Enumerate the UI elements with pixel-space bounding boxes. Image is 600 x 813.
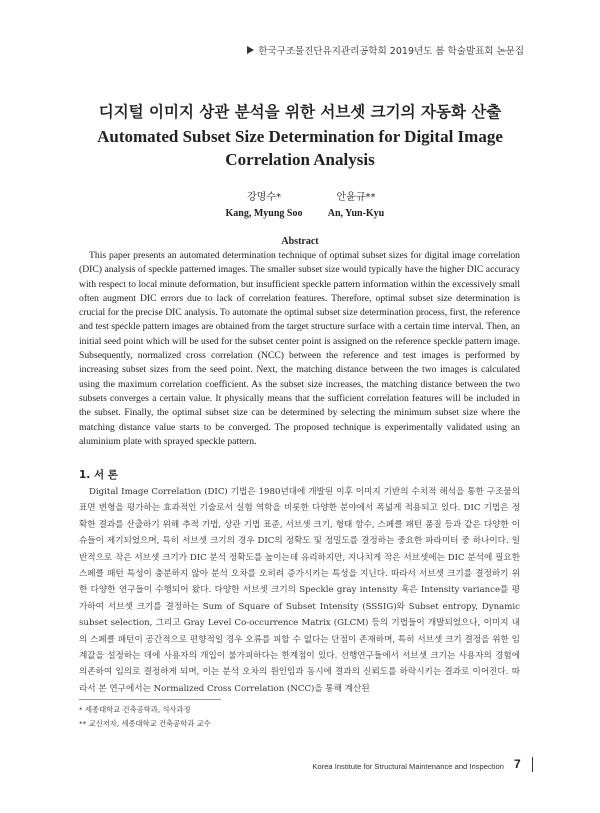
author-2 [314, 188, 398, 219]
running-head [247, 43, 524, 57]
title-english: Automated Subset Size Determination for Digital Image Correlation Analysis [97, 127, 503, 169]
introduction-body: Digital Image Correlation (DIC) 기법은 1980년대에 개발된 이후 이미지 기반의 수치적 해석을 통한 구조물의 표면 변형을 평가하는 효과적인 기술로서 실험 역학을 비롯한 다양한 분야에서 폭넓게 적용되고 있다. DIC 기법은 정확한 결과를 산출하기 위해 추적 기법, 상관 기법 표준, 서브셋 크기, 형태 함수, 스페클 패턴 품질 등과 같은 다양한 이슈들이 제기되었으며, 특히 서브셋 크기의 경우 DIC의 정확도 및 정밀도를 결정하는 중요한 파라미터 중 하나이다. 일반적으로 작은 서브셋 크기가 DIC 분석 정확도를 높이는데 유리하지만, 지나치게 작은 서브셋에는 DIC 분석에 필요한 스페클 패턴 특성이 충분하지 않아 분석 오차를 오히려 증가시키는 특성을 지닌다. 따라서 서브셋 크기를 결정하기 위한 다양한 연구들이 수행되어 왔다. 다양한 서브셋 크기의 Speckle gray intensity 혹은 Intensity variance를 평가하여 서브셋 크기를 결정하는 Sum of Square of Subset Intensity (SSSIG)와 Subset entropy, Dynamic subset selection, 그리고 Gray Level Co-occurrence Matrix (GLCM) 등의 기법들이 개발되었으나, 이미지 내의 스페클 패턴이 공간적으로 편향적일 경우 오류를 피할 수 없다는 단점이 존재하며, 특히 서브셋 크기 결정을 위한 임계값을 설정하는 데에 사용자의 개입이 불가피하다는 한계점이 있다. 선행연구들에서 서브셋 크기는 사용자의 경험에 의존하여 임의로 결정하게 되며, 이는 분석 오차의 원인임과 동시에 결과의 신뢰도를 하락시키는 결과로 이어진다. 따라서 본 연구에서는 Normalized Cross Correlation (NCC)을 통해 계산된 [79, 487, 520, 694]
title-korean: 디지털 이미지 상관 분석을 위한 서브셋 크기의 자동화 산출 [98, 103, 502, 121]
triangle-bullet-icon [247, 46, 254, 54]
abstract-heading: Abstract [281, 236, 319, 247]
abstract-body: This paper presents an automated determination technique of optimal subset sizes for digital image correlation (DIC) analysis of speckle patterned images. The smaller subset size would typically have the higher DIC accuracy with respect to local minute deformation, but insufficient speckle pattern information within the excessively small often augment DIC errors due to lack of correlation features. Therefore, optimal subset size determination is crucial for the precise DIC analysis. To automate the optimal subset size determination process, first, the reference and test speckle pattern images are obtained from the target structure surface with a certain time interval. Then, an initial seed point which will be used for the subset center point is assigned on the reference speckle pattern image. Subsequently, normalized cross correlation (NCC) between the reference and test images is performed by increasing subset sizes from the seed point. Next, the matching distance between the two images is calculated using the maximum correlation coefficient. As the subset size increases, the matching distance between the two subsets converges a certain value. It physically means that the sufficient correlation features will be included in the subset. Finally, the optimal subset size can be determined by selecting the minimum subset size where the matching distance value starts to be converged. The proposed technique is experimentally validated using an aluminium plate with sprayed speckle pattern. [79, 250, 520, 447]
footer-organization: Korea Institute for Structural Maintenance and Inspection [312, 762, 504, 771]
running-head-text: 한국구조물진단유지관리공학회 2019년도 봄 학술발표회 논문집 [258, 46, 524, 57]
page-number: 7 [514, 757, 521, 771]
author-name-english: An, Yun-Kyu [327, 208, 385, 219]
author-name-english: Kang, Myung Soo [225, 208, 303, 219]
page-number-divider [532, 757, 533, 772]
author-name-korean: 안윤규** [336, 192, 376, 203]
footnote-2: ** 교신저자, 세종대학교 건축공학과 교수 [79, 719, 211, 728]
footnote-1: * 세종대학교 건축공학과, 석사과정 [79, 705, 191, 714]
author-1 [222, 188, 306, 219]
footnote-divider [79, 699, 221, 700]
author-name-korean: 강명수* [247, 192, 281, 203]
section-heading-introduction: 1. 서 론 [79, 469, 118, 481]
